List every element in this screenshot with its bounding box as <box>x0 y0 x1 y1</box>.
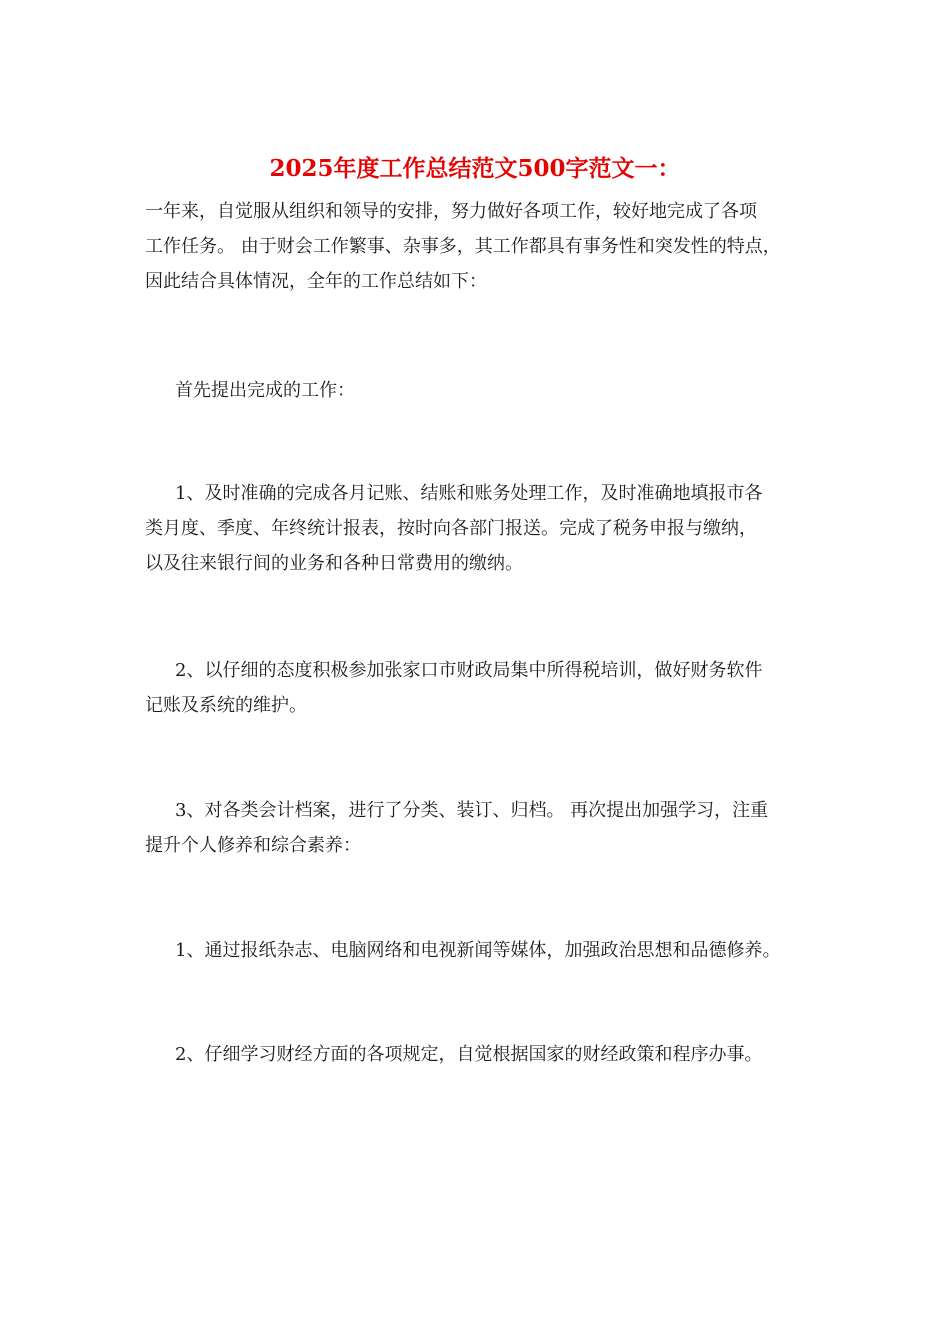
paragraph-line: 2、以仔细的态度积极参加张家口市财政局集中所得税培训，做好财务软件 <box>175 660 763 681</box>
paragraph-line: 首先提出完成的工作： <box>175 380 355 401</box>
paragraph-line: 因此结合具体情况，全年的工作总结如下： <box>145 271 487 292</box>
item-1-paragraph <box>145 476 825 581</box>
paragraph-line: 1、通过报纸杂志、电脑网络和电视新闻等媒体，加强政治思想和品德修养。 <box>175 940 781 961</box>
paragraph-line: 3、对各类会计档案，进行了分类、装订、归档。 再次提出加强学习，注重 <box>175 800 769 821</box>
section-heading-completed-work <box>145 373 825 408</box>
intro-paragraph <box>145 194 825 299</box>
paragraph-line: 工作任务。 由于财会工作繁事、杂事多，其工作都具有事务性和突发性的特点， <box>145 236 781 257</box>
paragraph-line: 提升个人修养和综合素养： <box>145 835 361 856</box>
item-2-paragraph <box>145 653 825 723</box>
paragraph-line: 2、仔细学习财经方面的各项规定，自觉根据国家的财经政策和程序办事。 <box>175 1044 763 1065</box>
document-title: 2025年度工作总结范文500字范文一： <box>269 155 681 182</box>
study-item-2-paragraph <box>145 1037 825 1072</box>
paragraph-line: 记账及系统的维护。 <box>145 695 307 716</box>
item-3-paragraph <box>145 793 825 863</box>
paragraph-line: 1、及时准确的完成各月记账、结账和账务处理工作，及时准确地填报市各 <box>175 483 763 504</box>
paragraph-line: 类月度、季度、年终统计报表，按时向各部门报送。完成了税务申报与缴纳， <box>145 518 757 539</box>
paragraph-line: 一年来，自觉服从组织和领导的安排，努力做好各项工作，较好地完成了各项 <box>145 201 757 222</box>
study-item-1-paragraph <box>145 933 825 968</box>
paragraph-line: 以及往来银行间的业务和各种日常费用的缴纳。 <box>145 553 523 574</box>
